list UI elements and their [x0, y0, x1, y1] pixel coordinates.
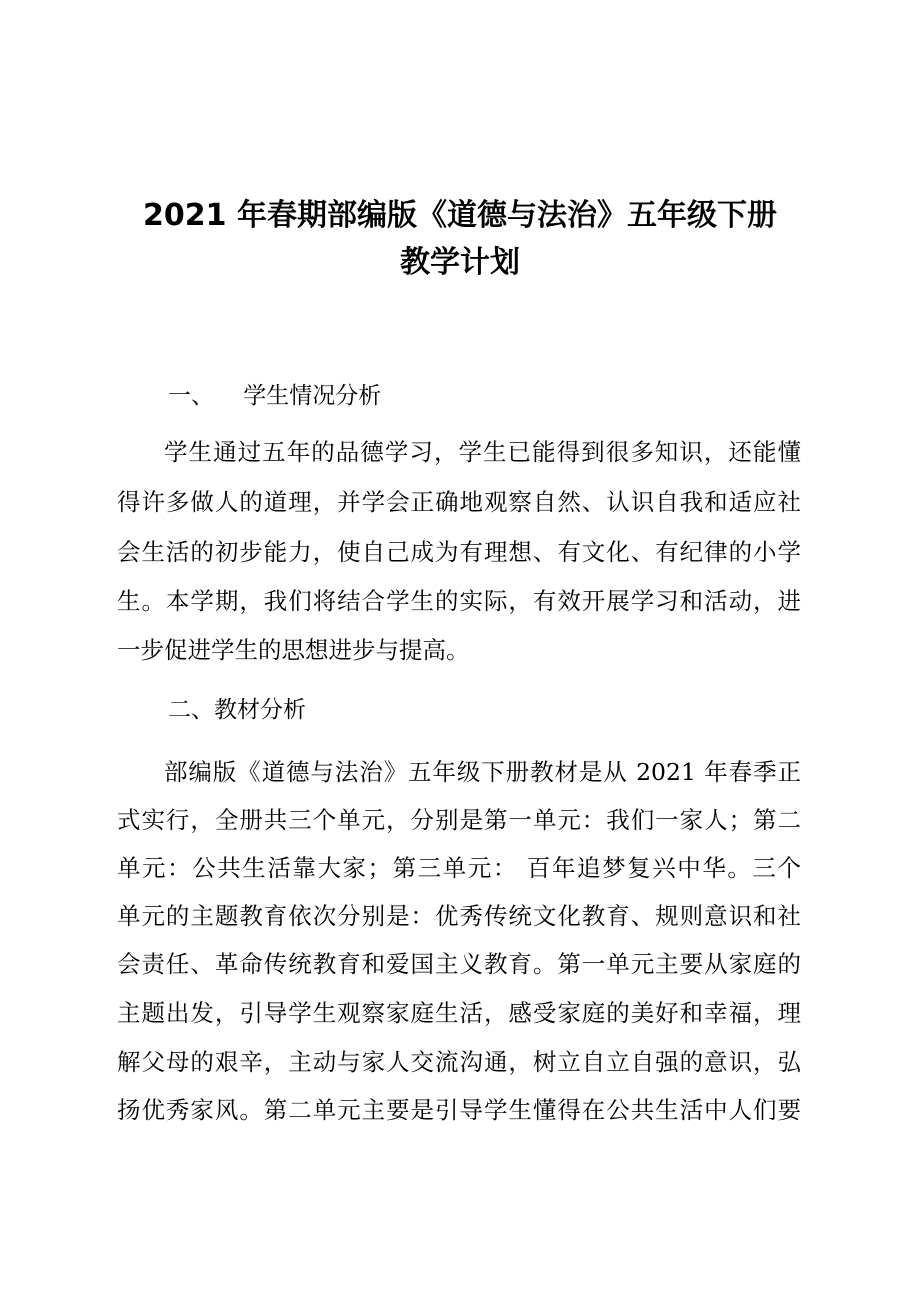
section-2-line: 单元的主题教育依次分别是：优秀传统文化教育、规则意识和社 [117, 902, 801, 930]
section-1-line: 会生活的初步能力，使自己成为有理想、有文化、有纪律的小学 [117, 538, 801, 566]
section-2-line: 式实行，全册共三个单元，分别是第一单元：我们一家人；第二 [117, 806, 801, 834]
section-2-line: 扬优秀家风。第二单元主要是引导学生懂得在公共生活中人们要 [117, 1096, 801, 1124]
section-2-heading: 二、教材分析 [168, 697, 306, 723]
section-2-line: 单元：公共生活靠大家；第三单元： 百年追梦复兴中华。三个 [117, 854, 801, 882]
document-title-line-2: 教学计划 [400, 245, 520, 280]
section-1-line: 生。本学期，我们将结合学生的实际，有效开展学习和活动，进 [117, 587, 801, 615]
section-1-heading: 一、 学生情况分析 [168, 383, 382, 409]
section-1-line: 一步促进学生的思想进步与提高。 [117, 636, 470, 664]
section-1-line: 学生通过五年的品德学习，学生已能得到很多知识，还能懂 [164, 438, 801, 466]
section-2-line: 主题出发，引导学生观察家庭生活，感受家庭的美好和幸福，理 [117, 999, 801, 1027]
section-1-line: 得许多做人的道理，并学会正确地观察自然、认识自我和适应社 [117, 488, 801, 516]
section-2-line: 解父母的艰辛，主动与家人交流沟通，树立自立自强的意识，弘 [117, 1048, 801, 1076]
section-2-line: 部编版《道德与法治》五年级下册教材是从 2021 年春季正 [164, 758, 801, 786]
document-title-line-1: 2021 年春期部编版《道德与法治》五年级下册 [143, 198, 777, 233]
section-2-line: 会责任、革命传统教育和爱国主义教育。第一单元主要从家庭的 [117, 950, 801, 978]
